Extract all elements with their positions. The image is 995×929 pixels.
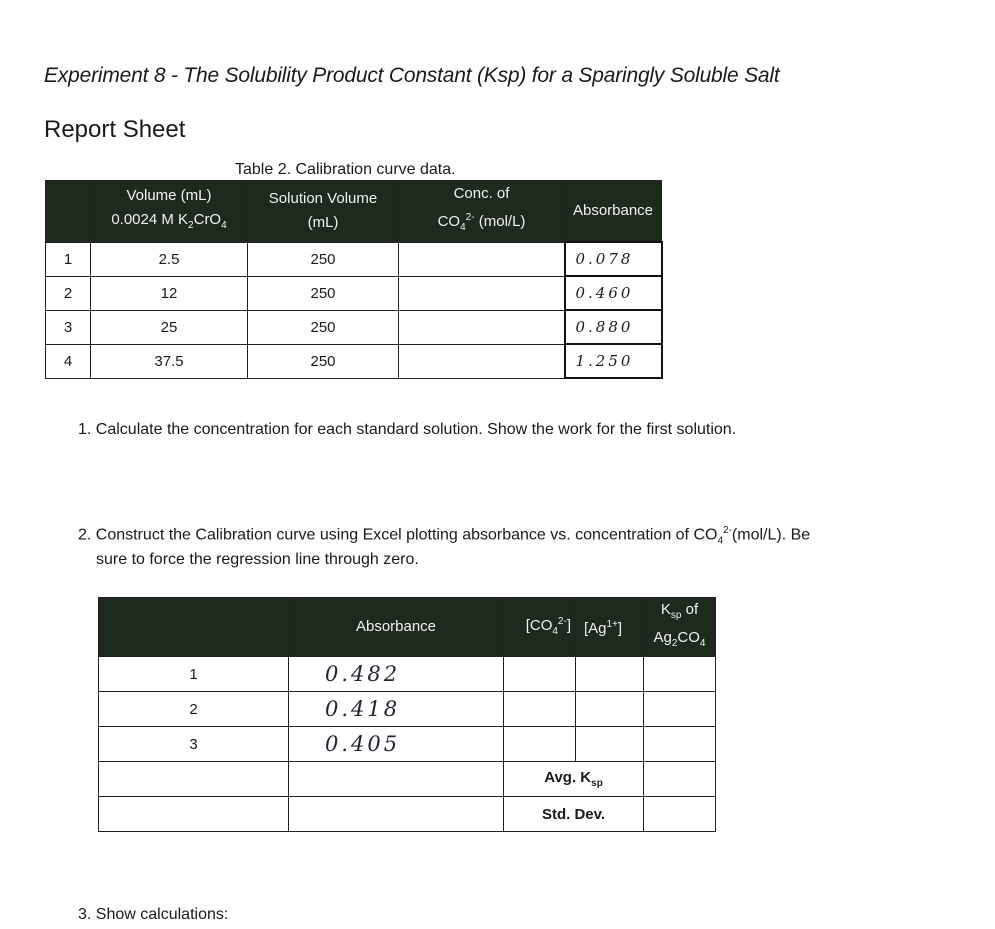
absorbance-cell[interactable]: 0.460 bbox=[565, 276, 662, 310]
blank-cell bbox=[289, 797, 504, 832]
experiment-title: Experiment 8 - The Solubility Product Constant (Ksp) for a Sparingly Soluble Salt bbox=[44, 64, 780, 87]
absorbance-cell[interactable]: 0.078 bbox=[565, 242, 662, 276]
row-index: 3 bbox=[46, 310, 91, 344]
absorbance-cell[interactable]: 0.405 bbox=[289, 727, 504, 762]
table-row bbox=[46, 242, 662, 276]
ksp-header-row bbox=[99, 598, 716, 657]
carbonate-cell[interactable] bbox=[504, 692, 576, 727]
carbonate-cell[interactable] bbox=[504, 657, 576, 692]
calibration-header-row bbox=[46, 181, 662, 243]
silver-cell[interactable] bbox=[576, 727, 644, 762]
ksp-table bbox=[98, 597, 716, 832]
absorbance-cell[interactable]: 0.482 bbox=[289, 657, 504, 692]
blank-cell bbox=[99, 797, 289, 832]
table-caption: Table 2. Calibration curve data. bbox=[235, 161, 456, 178]
question-2: 2. Construct the Calibration curve using Excel plotting absorbance vs. concentration of $CO_4^{2-}(mol/L)$. Be bbox=[78, 525, 811, 547]
table-row bbox=[46, 310, 662, 344]
row-index: 1 bbox=[46, 242, 91, 276]
header-absorbance: Absorbance bbox=[565, 181, 662, 243]
header-absorbance: Absorbance bbox=[289, 598, 504, 657]
table-row bbox=[99, 657, 716, 692]
trial-index: 3 bbox=[99, 727, 289, 762]
table-row bbox=[99, 727, 716, 762]
solution-volume-cell: 250 bbox=[248, 276, 399, 310]
volume-cell: 37.5 bbox=[91, 344, 248, 378]
std-dev-row bbox=[99, 797, 716, 832]
ksp-cell[interactable] bbox=[644, 727, 716, 762]
calibration-table bbox=[45, 180, 663, 379]
volume-cell: 12 bbox=[91, 276, 248, 310]
concentration-cell[interactable] bbox=[399, 344, 565, 378]
header-blank bbox=[99, 598, 289, 657]
ksp-cell[interactable] bbox=[644, 692, 716, 727]
concentration-cell[interactable] bbox=[399, 310, 565, 344]
carbonate-cell[interactable] bbox=[504, 727, 576, 762]
avg-ksp-label: Avg. $K_{sp}$ bbox=[504, 762, 644, 797]
silver-cell[interactable] bbox=[576, 692, 644, 727]
table-row bbox=[46, 344, 662, 378]
header-index bbox=[46, 181, 91, 243]
question-3: 3. Show calculations: bbox=[78, 906, 229, 923]
header-concentration: Conc. of $CO_4^{2-}$ (mol/L) bbox=[399, 181, 565, 243]
std-dev-label: Std. Dev. bbox=[504, 797, 644, 832]
table-row bbox=[99, 692, 716, 727]
concentration-cell[interactable] bbox=[399, 242, 565, 276]
trial-index: 1 bbox=[99, 657, 289, 692]
ksp-cell[interactable] bbox=[644, 657, 716, 692]
avg-ksp-row bbox=[99, 762, 716, 797]
row-index: 4 bbox=[46, 344, 91, 378]
question-2-continued: sure to force the regression line through zero. bbox=[96, 551, 419, 568]
header-carbonate-conc: $[CO_4^{2-}]$ bbox=[504, 598, 576, 657]
silver-cell[interactable] bbox=[576, 657, 644, 692]
absorbance-cell[interactable]: 0.880 bbox=[565, 310, 662, 344]
avg-ksp-cell[interactable] bbox=[644, 762, 716, 797]
question-1: 1. Calculate the concentration for each standard solution. Show the work for the first solution. bbox=[78, 421, 737, 438]
solution-volume-cell: 250 bbox=[248, 310, 399, 344]
header-silver-conc: $[Ag^{1+}]$ bbox=[576, 598, 644, 657]
table-row bbox=[46, 276, 662, 310]
header-ksp: $K_{sp}$ of $Ag_2CO_4$ bbox=[644, 598, 716, 657]
trial-index: 2 bbox=[99, 692, 289, 727]
absorbance-cell[interactable]: 0.418 bbox=[289, 692, 504, 727]
solution-volume-cell: 250 bbox=[248, 242, 399, 276]
volume-cell: 2.5 bbox=[91, 242, 248, 276]
solution-volume-cell: 250 bbox=[248, 344, 399, 378]
concentration-cell[interactable] bbox=[399, 276, 565, 310]
report-title: Report Sheet bbox=[44, 116, 186, 143]
header-volume: Volume (mL) 0.0024 M $K_2CrO_4$ bbox=[91, 181, 248, 243]
blank-cell bbox=[99, 762, 289, 797]
volume-cell: 25 bbox=[91, 310, 248, 344]
blank-cell bbox=[289, 762, 504, 797]
std-dev-cell[interactable] bbox=[644, 797, 716, 832]
header-solution-volume: Solution Volume (mL) bbox=[248, 181, 399, 243]
row-index: 2 bbox=[46, 276, 91, 310]
absorbance-cell[interactable]: 1.250 bbox=[565, 344, 662, 378]
